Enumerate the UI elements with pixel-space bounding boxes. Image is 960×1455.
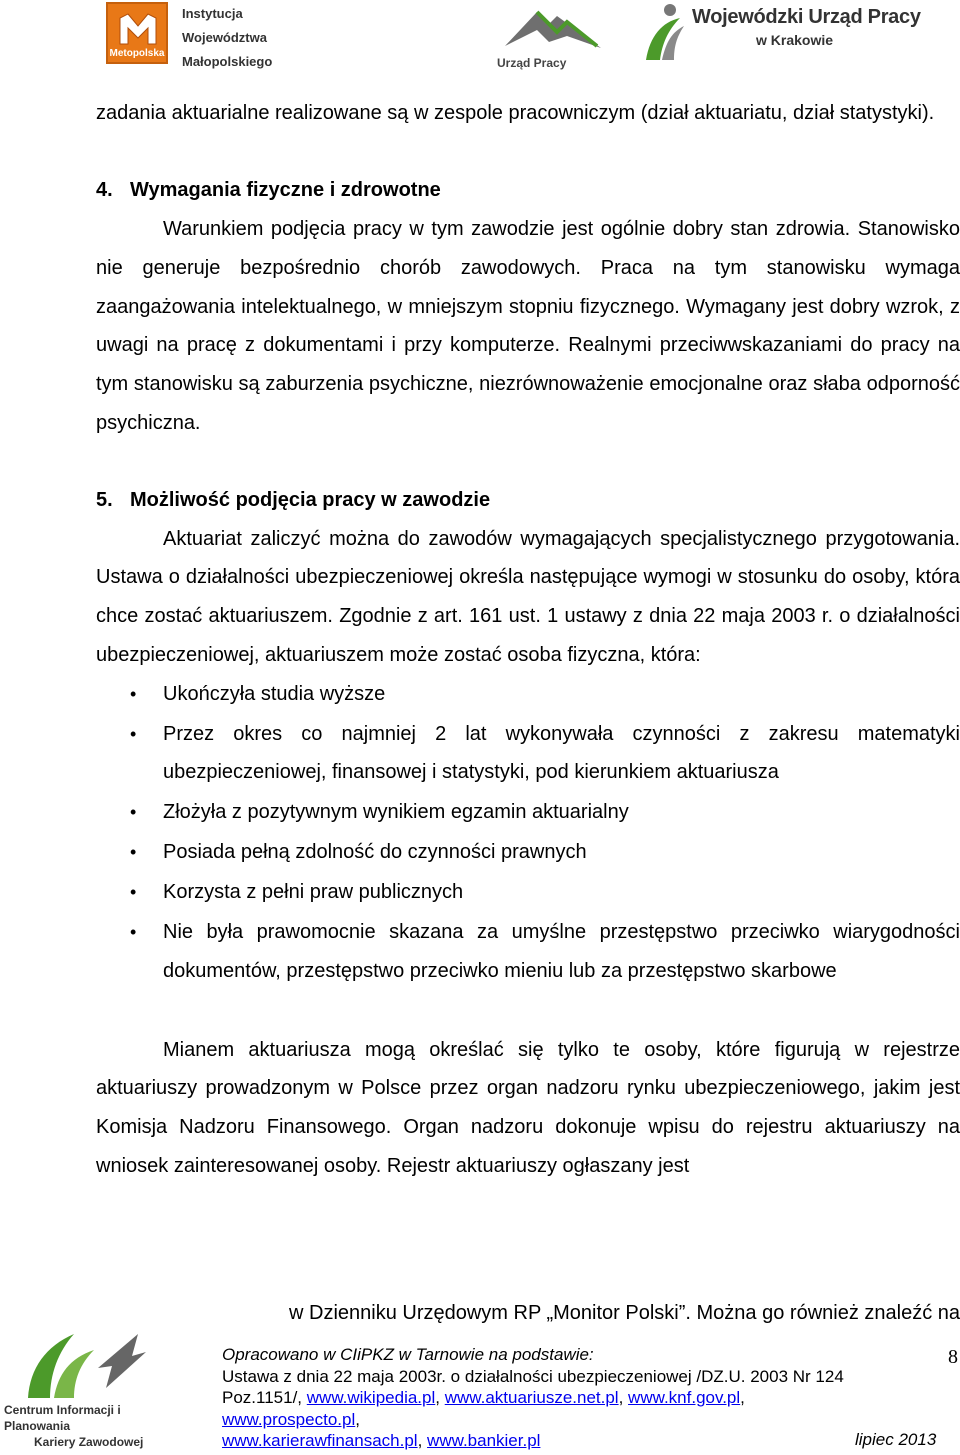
footer-date: lipiec 2013 <box>855 1430 937 1449</box>
list-item: • Posiada pełną zdolność do czynności prawnych <box>96 833 960 872</box>
page-number: 8 <box>948 1346 958 1368</box>
imp-m-mark-icon <box>118 12 158 46</box>
list-item: • Przez okres co najmniej 2 lat wykonywała czynności z zakresu matematyki ubezpieczeniowej, finansowej i statystyki, pod kierunkiem aktuariusza <box>96 715 960 792</box>
list-item: • Nie była prawomocnie skazana za umyślne przestępstwo przeciwko wiarygodności dokumentów, przestępstwo przeciwko mieniu lub za przestępstwo skarbowe <box>96 913 960 990</box>
imp-line2: Województwa <box>182 30 267 45</box>
list-item: • Korzysta z pełni praw publicznych <box>96 873 960 912</box>
link-prospecto[interactable]: www.prospecto.pl <box>222 1409 356 1429</box>
section-5-heading <box>96 481 960 520</box>
link-wikipedia[interactable]: www.wikipedia.pl <box>306 1388 436 1407</box>
link-aktuariusze[interactable]: www.aktuariusze.net.pl <box>444 1388 619 1407</box>
wup-logo <box>640 2 960 72</box>
footer-source-line4: www.prospecto.pl, <box>222 1409 360 1429</box>
page-footer <box>222 1344 958 1452</box>
footer-source-line5: www.karierawfinansach.pl, www.bankier.pl <box>222 1431 541 1450</box>
imp-name <box>182 2 272 74</box>
list-item: • Ukończyła studia wyższe <box>96 675 960 714</box>
section-4-title: Wymagania fizyczne i zdrowotne <box>130 179 441 202</box>
document-body <box>96 94 960 1185</box>
section-4-heading <box>96 171 960 210</box>
closing-last-line: w Dzienniku Urzędowym RP „Monitor Polski”. Można go również znaleźć na <box>289 1302 960 1324</box>
list-item: • Złożyła z pozytywnym wynikiem egzamin aktuarialny <box>96 793 960 832</box>
footer-source-line3: Poz.1151/, www.wikipedia.pl, www.aktuariusze.net.pl, www.knf.gov.pl, <box>222 1388 745 1407</box>
imp-badge-label: Metopolska <box>109 48 165 59</box>
section-5-title: Możliwość podjęcia pracy w zawodzie <box>130 489 491 511</box>
footer-prefix: Poz.1151/, <box>222 1388 303 1407</box>
footer-source-heading: Opracowano w CIiPKZ w Tarnowie na podstawie: <box>222 1345 594 1364</box>
section-4-text: Warunkiem podjęcia pracy w tym zawodzie jest ogólnie dobry stan zdrowia. Stanowisko nie generuje bezpośrednio chorób zawodowych. Praca na tym stanowisku wymaga zaangażowania intelektualnego, w mniejszym stopniu fizycznego. Wymagany jest dobry wzrok, z uwagi na pracę z dokumentami i przy komputerze. Realnymi przeciwwskazaniami do pracy na tym stanowisku są zaburzenia psychiczne, niezrównoważenie emocjonalne oraz słaba odporność psychiczna. <box>96 218 960 434</box>
link-knf[interactable]: www.knf.gov.pl <box>628 1388 741 1407</box>
intro-paragraph: zadania aktuarialne realizowane są w zespole pracowniczym (dział aktuariatu, dział statystyki). <box>96 102 935 124</box>
closing-paragraph: Mianem aktuariusza mogą określać się tylko te osoby, które figurują w rejestrze aktuariuszy prowadzonym w Polsce przez organ nadzoru rynku ubezpieczeniowego, jakim jest Komisja Nadzoru Finansowego. Organ nadzoru dokonuje wpisu do rejestru aktuariuszy na wniosek zainteresowanej osoby. Rejestr aktuariuszy ogłaszany jest <box>96 1038 960 1177</box>
ciipkz-logo-text <box>4 1402 180 1450</box>
imp-line3: Małopolskiego <box>182 54 273 69</box>
urzad-pracy-mark-icon <box>497 2 607 54</box>
urzad-pracy-label: Urząd Pracy <box>497 56 567 70</box>
ciipkz-line1: Centrum Informacji i Planowania <box>4 1403 121 1433</box>
requirements-list <box>96 675 960 991</box>
footer-source-line2: Ustawa z dnia 22 maja 2003r. o działalności ubezpieczeniowej /DZ.U. 2003 Nr 124 <box>222 1366 844 1386</box>
link-karierawfinansach[interactable]: www.karierawfinansach.pl <box>222 1431 418 1450</box>
wup-title: Wojewódzki Urząd Pracy <box>692 6 921 28</box>
ciipkz-line2: Kariery Zawodowej <box>34 1435 144 1449</box>
section-4-number: 4. <box>96 179 113 202</box>
imp-logo <box>106 2 286 70</box>
section-5-text: Aktuariat zaliczyć można do zawodów wymagających specjalistycznego przygotowania. Ustawa o działalności ubezpieczeniowej określa następujące wymogi w stosunku do osoby, która chce zostać aktuariuszem. Zgodnie z art. 161 ust. 1 ustawy z dnia 22 maja 2003 r. o działalności ubezpieczeniowej, aktuariuszem może zostać osoba fizyczna, która: <box>96 527 960 666</box>
imp-line1: Instytucja <box>182 6 243 21</box>
urzad-pracy-logo <box>497 2 607 70</box>
ciipkz-logo <box>0 1328 180 1448</box>
imp-badge-icon <box>106 2 168 64</box>
section-5-number: 5. <box>96 489 113 511</box>
page-header <box>0 0 960 78</box>
wup-figure-icon <box>640 2 688 64</box>
ciipkz-mark-icon <box>10 1328 160 1402</box>
wup-subtitle: w Krakowie <box>756 32 834 48</box>
link-bankier[interactable]: www.bankier.pl <box>427 1431 541 1450</box>
